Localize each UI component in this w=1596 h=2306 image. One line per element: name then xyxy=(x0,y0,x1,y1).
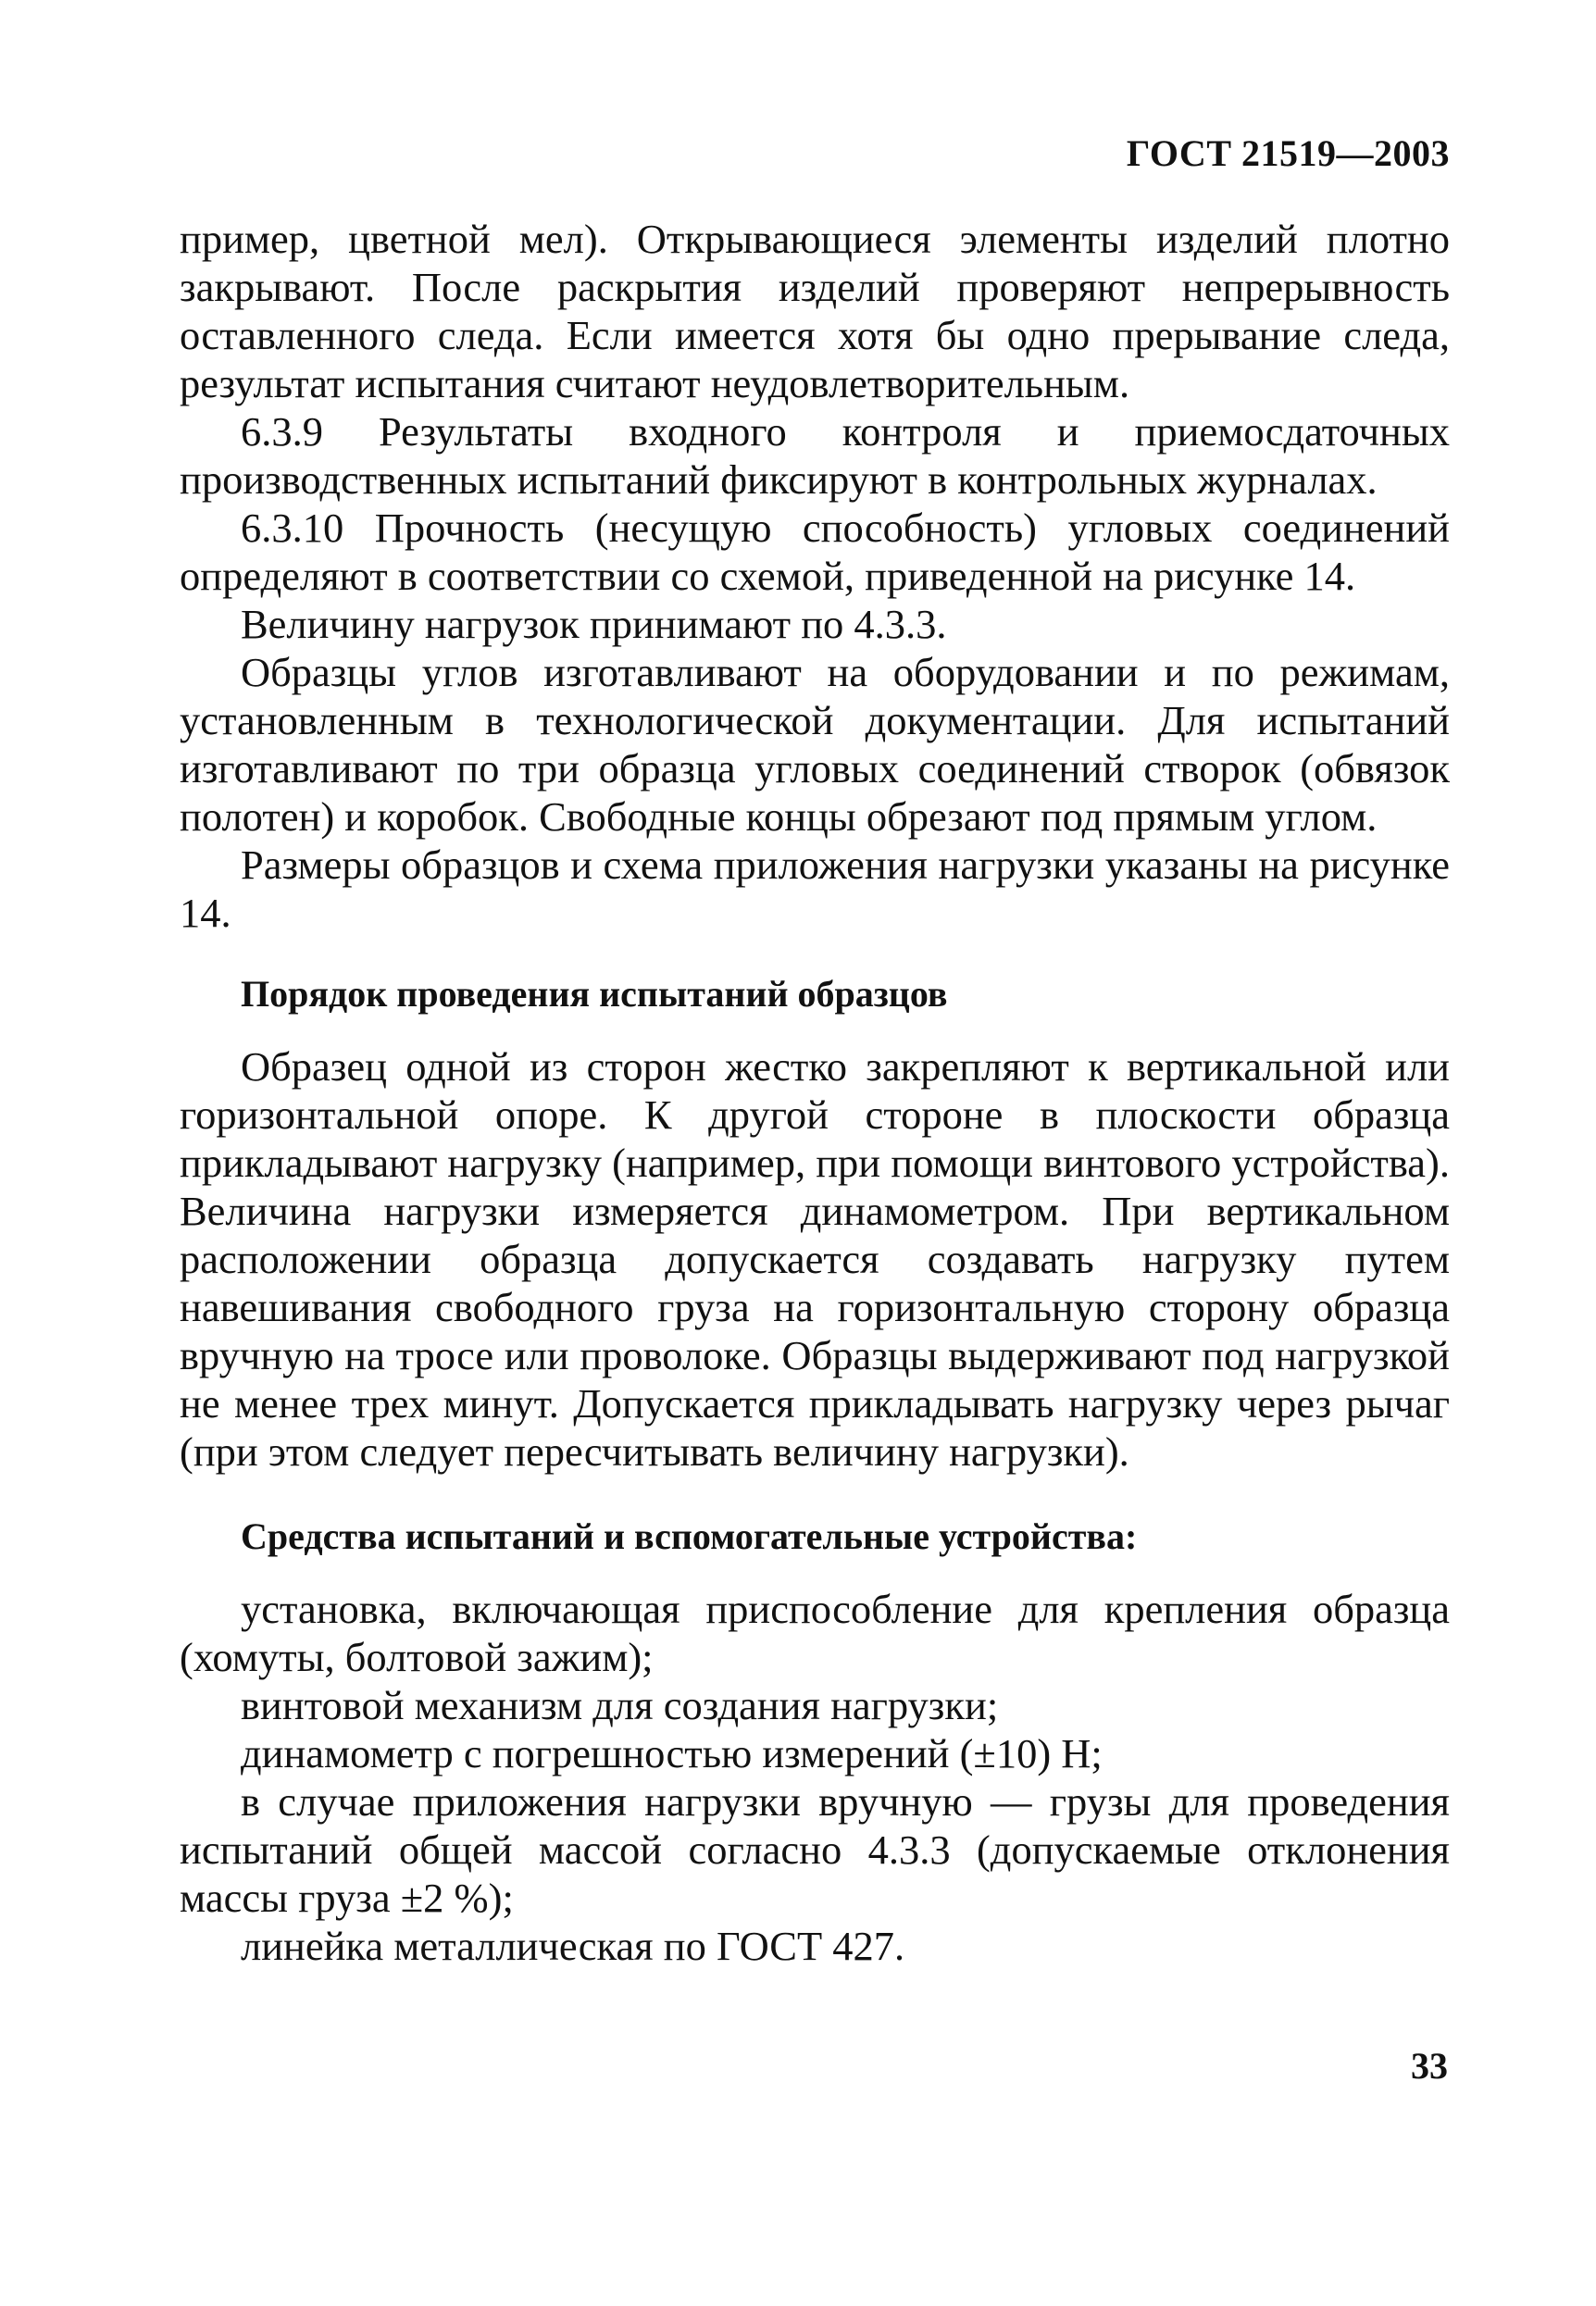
paragraph-6-3-9: 6.3.9 Результаты входного контроля и приемосдаточных производственных испытаний фиксируют в контрольных журналах. xyxy=(180,408,1450,503)
paragraph-procedure: Образец одной из сторон жестко закрепляют к вертикальной или горизонтальной опоре. К другой стороне в плоскости образца прикладывают нагрузку (например, при помощи винтового устройства). Величина нагрузки измеряется динамометром. При вертикальном расположении образца допускается создавать нагрузку путем навешивания свободного груза на горизонтальную сторону образца вручную на тросе или проволоке. Образцы выдерживают под нагрузкой не менее трех минут. Допускается прикладывать нагрузку через рычаг (при этом следует пересчитывать величину нагрузки). xyxy=(180,1043,1450,1475)
section-heading-equipment: Средства испытаний и вспомогательные устройства: xyxy=(241,1515,1138,1557)
page-number: 33 xyxy=(1411,2045,1448,2087)
paragraph-load-values: Величину нагрузок принимают по 4.3.3. xyxy=(241,601,947,647)
list-item-equipment: динамометр с погрешностью измерений (±10) Н; xyxy=(241,1730,1103,1776)
list-item-equipment: в случае приложения нагрузки вручную — грузы для проведения испытаний общей массой согласно 4.3.3 (допускаемые отклонения массы груза ±2 %); xyxy=(180,1778,1450,1921)
paragraph-samples: Образцы углов изготавливают на оборудовании и по режимам, установленным в технологической документации. Для испытаний изготавливают по три образца угловых соединений створок (обвязок полотен) и коробок. Свободные концы обрезают под прямым углом. xyxy=(180,649,1450,840)
list-item-equipment: линейка металлическая по ГОСТ 427. xyxy=(241,1923,905,1969)
paragraph-6-3-10: 6.3.10 Прочность (несущую способность) угловых соединений определяют в соответствии со схемой, приведенной на рисунке 14. xyxy=(180,505,1450,599)
paragraph-continuation: пример, цветной мел). Открывающиеся элементы изделий плотно закрывают. После раскрытия изделий проверяют непрерывность оставленного следа. Если имеется хотя бы одно прерывание следа, результат испытания считают неудовлетворительным. xyxy=(180,216,1450,406)
section-heading-procedure: Порядок проведения испытаний образцов xyxy=(241,973,948,1015)
paragraph-dimensions: Размеры образцов и схема приложения нагрузки указаны на рисунке 14. xyxy=(180,841,1450,936)
list-item-equipment: винтовой механизм для создания нагрузки; xyxy=(241,1682,999,1728)
page-content xyxy=(180,215,1450,1970)
document-code-header: ГОСТ 21519—2003 xyxy=(1126,132,1450,174)
list-item-equipment: установка, включающая приспособление для крепления образца (хомуты, болтовой зажим); xyxy=(180,1586,1450,1680)
